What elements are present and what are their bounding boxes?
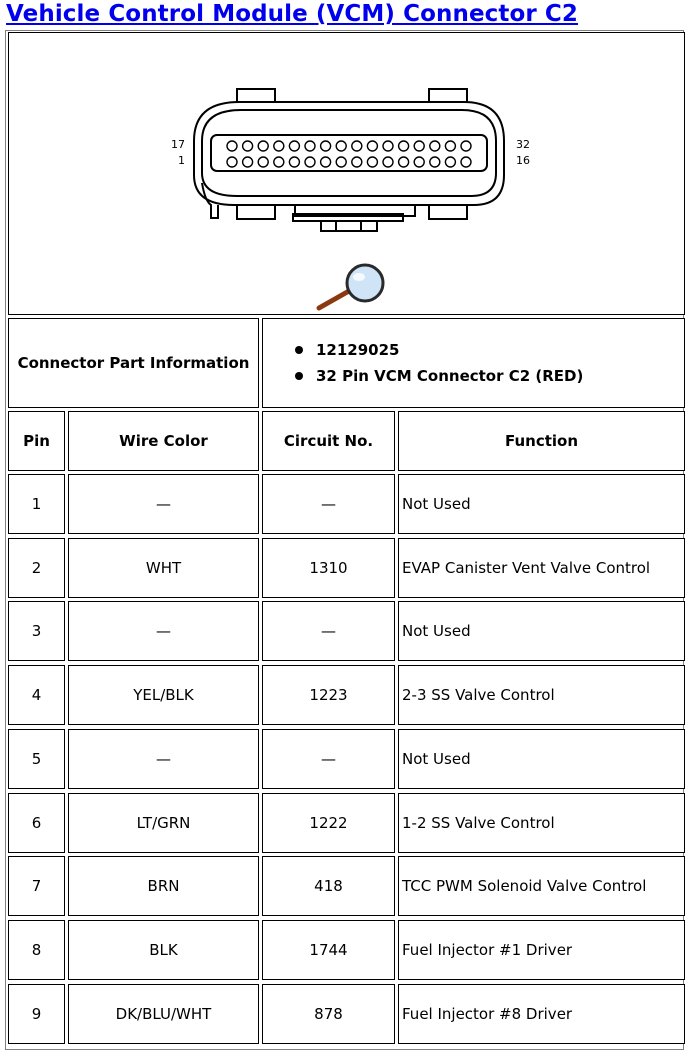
connector-pin: [289, 141, 299, 151]
connector-pin: [289, 157, 299, 167]
connector-pin: [352, 157, 362, 167]
pin-label-17: 17: [171, 138, 185, 151]
connector-pin: [367, 141, 377, 151]
row-6-circuit-no: 1222: [262, 793, 395, 853]
connector-pin: [352, 141, 362, 151]
connector-pin: [321, 141, 331, 151]
part-number: 12129025: [316, 341, 400, 359]
connector-pin: [336, 141, 346, 151]
row-2-wire-color: WHT: [68, 538, 259, 598]
row-8-circuit-no: 1744: [262, 920, 395, 980]
connector-diagram: [9, 33, 684, 314]
row-6-function: 1-2 SS Valve Control: [398, 793, 685, 853]
row-1-pin: 1: [8, 474, 65, 534]
connector-pin: [227, 141, 237, 151]
row-3-function: Not Used: [398, 601, 685, 661]
connector-pin: [461, 157, 471, 167]
row-7-pin: 7: [8, 856, 65, 916]
row-5-wire-color: —: [68, 729, 259, 789]
row-2-pin: 2: [8, 538, 65, 598]
row-6-wire-color: LT/GRN: [68, 793, 259, 853]
connector-description-item: [295, 363, 684, 389]
part-number-item: [295, 337, 684, 363]
row-5-pin: 5: [8, 729, 65, 789]
row-8-function: Fuel Injector #1 Driver: [398, 920, 685, 980]
row-2-circuit-no: 1310: [262, 538, 395, 598]
row-5-function: Not Used: [398, 729, 685, 789]
row-7-function: TCC PWM Solenoid Valve Control: [398, 856, 685, 916]
header-function: Function: [398, 411, 685, 471]
connector-part-info-label: Connector Part Information: [8, 318, 259, 408]
connector-pin: [258, 157, 268, 167]
bullet-icon: [295, 372, 303, 380]
connector-pin: [414, 141, 424, 151]
connector-diagram-cell: [8, 32, 685, 315]
row-3-wire-color: —: [68, 601, 259, 661]
header-circuit-no: Circuit No.: [262, 411, 395, 471]
connector-pin: [305, 141, 315, 151]
row-8-pin: 8: [8, 920, 65, 980]
row-1-wire-color: —: [68, 474, 259, 534]
connector-pin: [336, 157, 346, 167]
connector-pin: [274, 157, 284, 167]
connector-pin: [305, 157, 315, 167]
connector-pin: [445, 157, 455, 167]
connector-pin: [227, 157, 237, 167]
connector-pin: [383, 157, 393, 167]
connector-pin: [430, 157, 440, 167]
connector-pin: [399, 157, 409, 167]
connector-pin: [414, 157, 424, 167]
connector-pin: [243, 157, 253, 167]
header-pin: Pin: [8, 411, 65, 471]
connector-pin: [274, 141, 284, 151]
row-4-function: 2-3 SS Valve Control: [398, 665, 685, 725]
row-7-circuit-no: 418: [262, 856, 395, 916]
header-wire-color: Wire Color: [68, 411, 259, 471]
connector-part-info: [262, 318, 685, 408]
pin-label-32: 32: [516, 138, 530, 151]
magnifier-icon[interactable]: [319, 265, 383, 308]
row-4-wire-color: YEL/BLK: [68, 665, 259, 725]
row-1-circuit-no: —: [262, 474, 395, 534]
connector-pin: [399, 141, 409, 151]
connector-pin: [367, 157, 377, 167]
row-2-function: EVAP Canister Vent Valve Control: [398, 538, 685, 598]
connector-pin: [243, 141, 253, 151]
pin-label-1: 1: [178, 154, 185, 167]
bullet-icon: [295, 346, 303, 354]
row-7-wire-color: BRN: [68, 856, 259, 916]
connector-pin: [321, 157, 331, 167]
connector-pins: [227, 141, 471, 167]
row-4-pin: 4: [8, 665, 65, 725]
pin-label-16: 16: [516, 154, 530, 167]
row-3-circuit-no: —: [262, 601, 395, 661]
row-4-circuit-no: 1223: [262, 665, 395, 725]
connector-description: 32 Pin VCM Connector C2 (RED): [316, 367, 584, 385]
row-3-pin: 3: [8, 601, 65, 661]
connector-pin: [258, 141, 268, 151]
connector-pin: [461, 141, 471, 151]
row-9-pin: 9: [8, 984, 65, 1044]
row-9-circuit-no: 878: [262, 984, 395, 1044]
row-6-pin: 6: [8, 793, 65, 853]
connector-pin: [383, 141, 393, 151]
connector-pin: [430, 141, 440, 151]
connector-pin: [445, 141, 455, 151]
row-8-wire-color: BLK: [68, 920, 259, 980]
row-5-circuit-no: —: [262, 729, 395, 789]
row-9-wire-color: DK/BLU/WHT: [68, 984, 259, 1044]
row-1-function: Not Used: [398, 474, 685, 534]
row-9-function: Fuel Injector #8 Driver: [398, 984, 685, 1044]
page-title[interactable]: Vehicle Control Module (VCM) Connector C2: [6, 1, 579, 27]
